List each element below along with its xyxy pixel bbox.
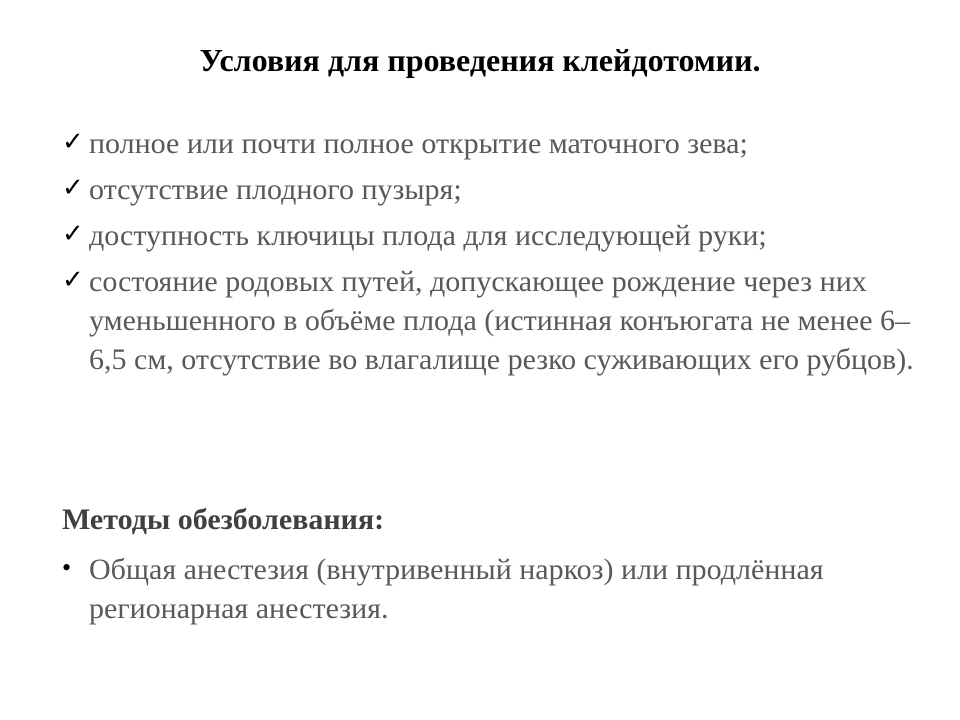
condition-item [62,124,922,163]
conditions-list [62,124,922,386]
condition-item [62,262,922,379]
condition-text: состояние родовых путей, допускающее рождение через них уменьшенного в объёме плода (истинная конъюгата не менее 6–6,5 см, отсутствие во влагалище резко суживающих его рубцов). [89,265,914,376]
checkmark-icon: ✓ [62,265,84,294]
method-text: Общая анестезия (внутривенный наркоз) или продлённая регионарная анестезия. [89,553,824,625]
checkmark-icon: ✓ [62,173,84,202]
slide-title: Условия для проведения клейдотомии. [199,42,761,78]
methods-list [62,550,922,628]
condition-text: отсутствие плодного пузыря; [89,173,462,206]
method-item [62,550,922,628]
condition-text: полное или почти полное открытие маточного зева; [89,127,748,160]
condition-text: доступность ключицы плода для исследующей руки; [89,219,767,252]
bullet-dot-icon: • [62,553,72,582]
checkmark-icon: ✓ [62,127,84,156]
condition-item [62,216,922,255]
checkmark-icon: ✓ [62,219,84,248]
methods-heading: Методы обезболевания: [62,503,385,536]
condition-item [62,170,922,209]
